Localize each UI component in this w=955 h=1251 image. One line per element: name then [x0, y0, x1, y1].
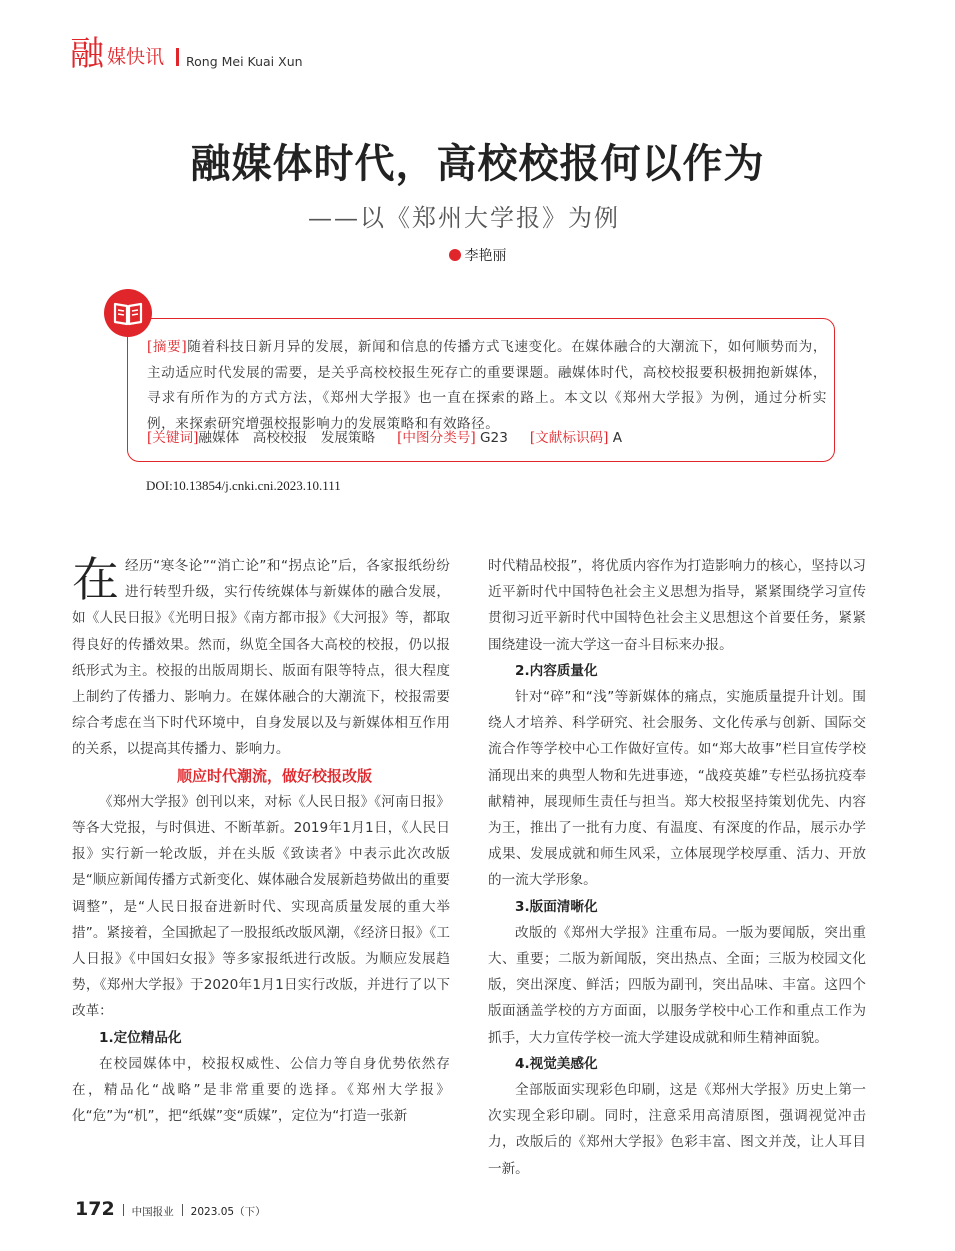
subheading: 3.版面清晰化 [515, 898, 598, 915]
section-heading: 顺应时代潮流，做好校报改版 [176, 766, 372, 785]
author-name: 李艳丽 [464, 248, 507, 264]
journal-name: 中国报业 [131, 1206, 174, 1218]
paragraph: 改版的《郑州大学报》注重布局。一版为要闻版，突出重大、重要；二版为新闻版，突出热点、全面；三版为校园文化版，突出深度、鲜活；四版为副刊，突出品味、丰富。这四个版面涵盖学校的方方面面，以服务学校中心工作和重点工作为抓手，大力宣传学校一流大学建设成就和师生精神面貌。 [488, 924, 866, 1046]
keywords-line [147, 428, 827, 448]
subheading: 2.内容质量化 [515, 662, 598, 679]
body-column-right [488, 553, 866, 1182]
doc-code-label: [文献标识码] [529, 430, 609, 446]
intro-text: 经历“寒冬论”“消亡论”和“拐点论”后，各家报纸纷纷进行转型升级，实行传统媒体与新媒体的融合发展，如《人民日报》《光明日报》《南方都市报》《大河报》等，都取得良好的传播效果。然而，纵览全国各大高校的校报，仍以报纸形式为主。校报的出版周期长、版面有限等特点，很大程度上制约了传播力、影响力。在媒体融合的大潮流下，校报需要综合考虑在当下时代环境中，自身发展以及与新媒体相互作用的关系，以提高其传播力、影响力。 [72, 558, 450, 758]
doi: DOI:10.13854/j.cnki.cni.2023.10.111 [146, 478, 341, 493]
footer-divider [182, 1204, 183, 1216]
open-book-icon [104, 289, 152, 337]
paragraph [72, 1051, 450, 1130]
column-divider [176, 48, 179, 66]
keywords-value: 融媒体 高校校报 发展策略 [198, 430, 376, 446]
footer-divider [123, 1204, 124, 1216]
clc-value: G23 [480, 430, 508, 446]
paragraph: 《郑州大学报》创刊以来，对标《人民日报》《河南日报》等各大党报，与时俱进、不断革新。2019年1月1日，《人民日报》实行新一轮改版，并在头版《致读者》中表示此次改版是“顺应新闻传播方式新变化、媒体融合发展新趋势做出的重要调整”，是“人民日报奋进新时代、实现高质量发展的重大举措”。紧接着，全国掀起了一股报纸改版风潮，《经济日报》《工人日报》《中国妇女报》等多家报纸进行改版。为顺应发展趋势，《郑州大学报》于2020年1月1日实行改版，并进行了以下改革： [72, 793, 450, 1020]
doc-code-value: A [612, 430, 623, 446]
abstract-body: 随着科技日新月异的发展，新闻和信息的传播方式飞速变化。在媒体融合的大潮流下，如何顺势而为，主动适应时代发展的需要，是关乎高校校报生死存亡的重要课题。融媒体时代，高校校报要积极拥抱新媒体，寻求有所作为的方式方法，《郑州大学报》也一直在探索的路上。本文以《郑州大学报》为例，通过分析实例，来探索研究增强校报影响力的发展策略和有效路径。 [147, 339, 827, 432]
author-bullet-icon [449, 249, 461, 261]
subheading: 1.定位精品化 [99, 1029, 182, 1046]
paragraph: 全部版面实现彩色印刷，这是《郑州大学报》历史上第一次实现全彩印刷。同时，注意采用高清原图，强调视觉冲击力，改版后的《郑州大学报》色彩丰富、图文并茂，让人耳目一新。 [488, 1082, 866, 1177]
clc-label: [中图分类号] [397, 430, 476, 446]
paragraph-continued: 时代精品校报”，将优质内容作为打造影响力的核心，坚持以习近平新时代中国特色社会主义思想为指导，紧紧围绕学习宣传贯彻习近平新时代中国特色社会主义思想这个首要任务，紧紧围绕建设一流大学这一奋斗目标来办报。 [488, 558, 866, 653]
article-title: 融媒体时代，高校校报何以作为 [190, 141, 765, 187]
paragraph: 针对“碎”和“浅”等新媒体的痛点，实施质量提升计划。围绕人才培养、科学研究、社会服务、文化传承与创新、国际交流合作等学校中心工作做好宣传。如“郑大故事”栏目宣传学校涌现出来的典型人物和先进事迹，“战疫英雄”专栏弘扬抗疫奉献精神，展现师生责任与担当。郑大校报坚持策划优先、内容为王，推出了一批有力度、有温度、有深度的作品，展示办学成果、发展成就和师生风采，立体展现学校厚重、活力、开放的一流大学形象。 [488, 689, 866, 889]
intro-paragraph [72, 553, 450, 763]
author-line [0, 245, 955, 265]
article-subtitle: ——以《郑州大学报》为例 [308, 204, 620, 232]
abstract-text [147, 335, 827, 437]
issue-date: 2023.05（下） [190, 1206, 266, 1218]
body-column-left [72, 553, 450, 1129]
column-name-english: Rong Mei Kuai Xun [186, 54, 303, 69]
paragraph-text: 在校园媒体中，校报权威性、公信力等自身优势依然存在，精品化“战略”是非常重要的选择。《郑州大学报》化“危”为“机”，把“纸媒”变“质媒”，定位为“打造一张新 [72, 1055, 450, 1125]
column-name-big: 融 [70, 34, 104, 74]
subheading: 4.视觉美感化 [515, 1055, 598, 1072]
column-header [70, 34, 470, 74]
column-name-small: 媒快讯 [107, 46, 165, 68]
abstract-label: [摘要] [147, 339, 188, 355]
page-number: 172 [75, 1198, 115, 1220]
keywords-label: [关键词] [147, 430, 199, 446]
page-footer [75, 1198, 266, 1220]
drop-cap: 在 [72, 553, 119, 608]
